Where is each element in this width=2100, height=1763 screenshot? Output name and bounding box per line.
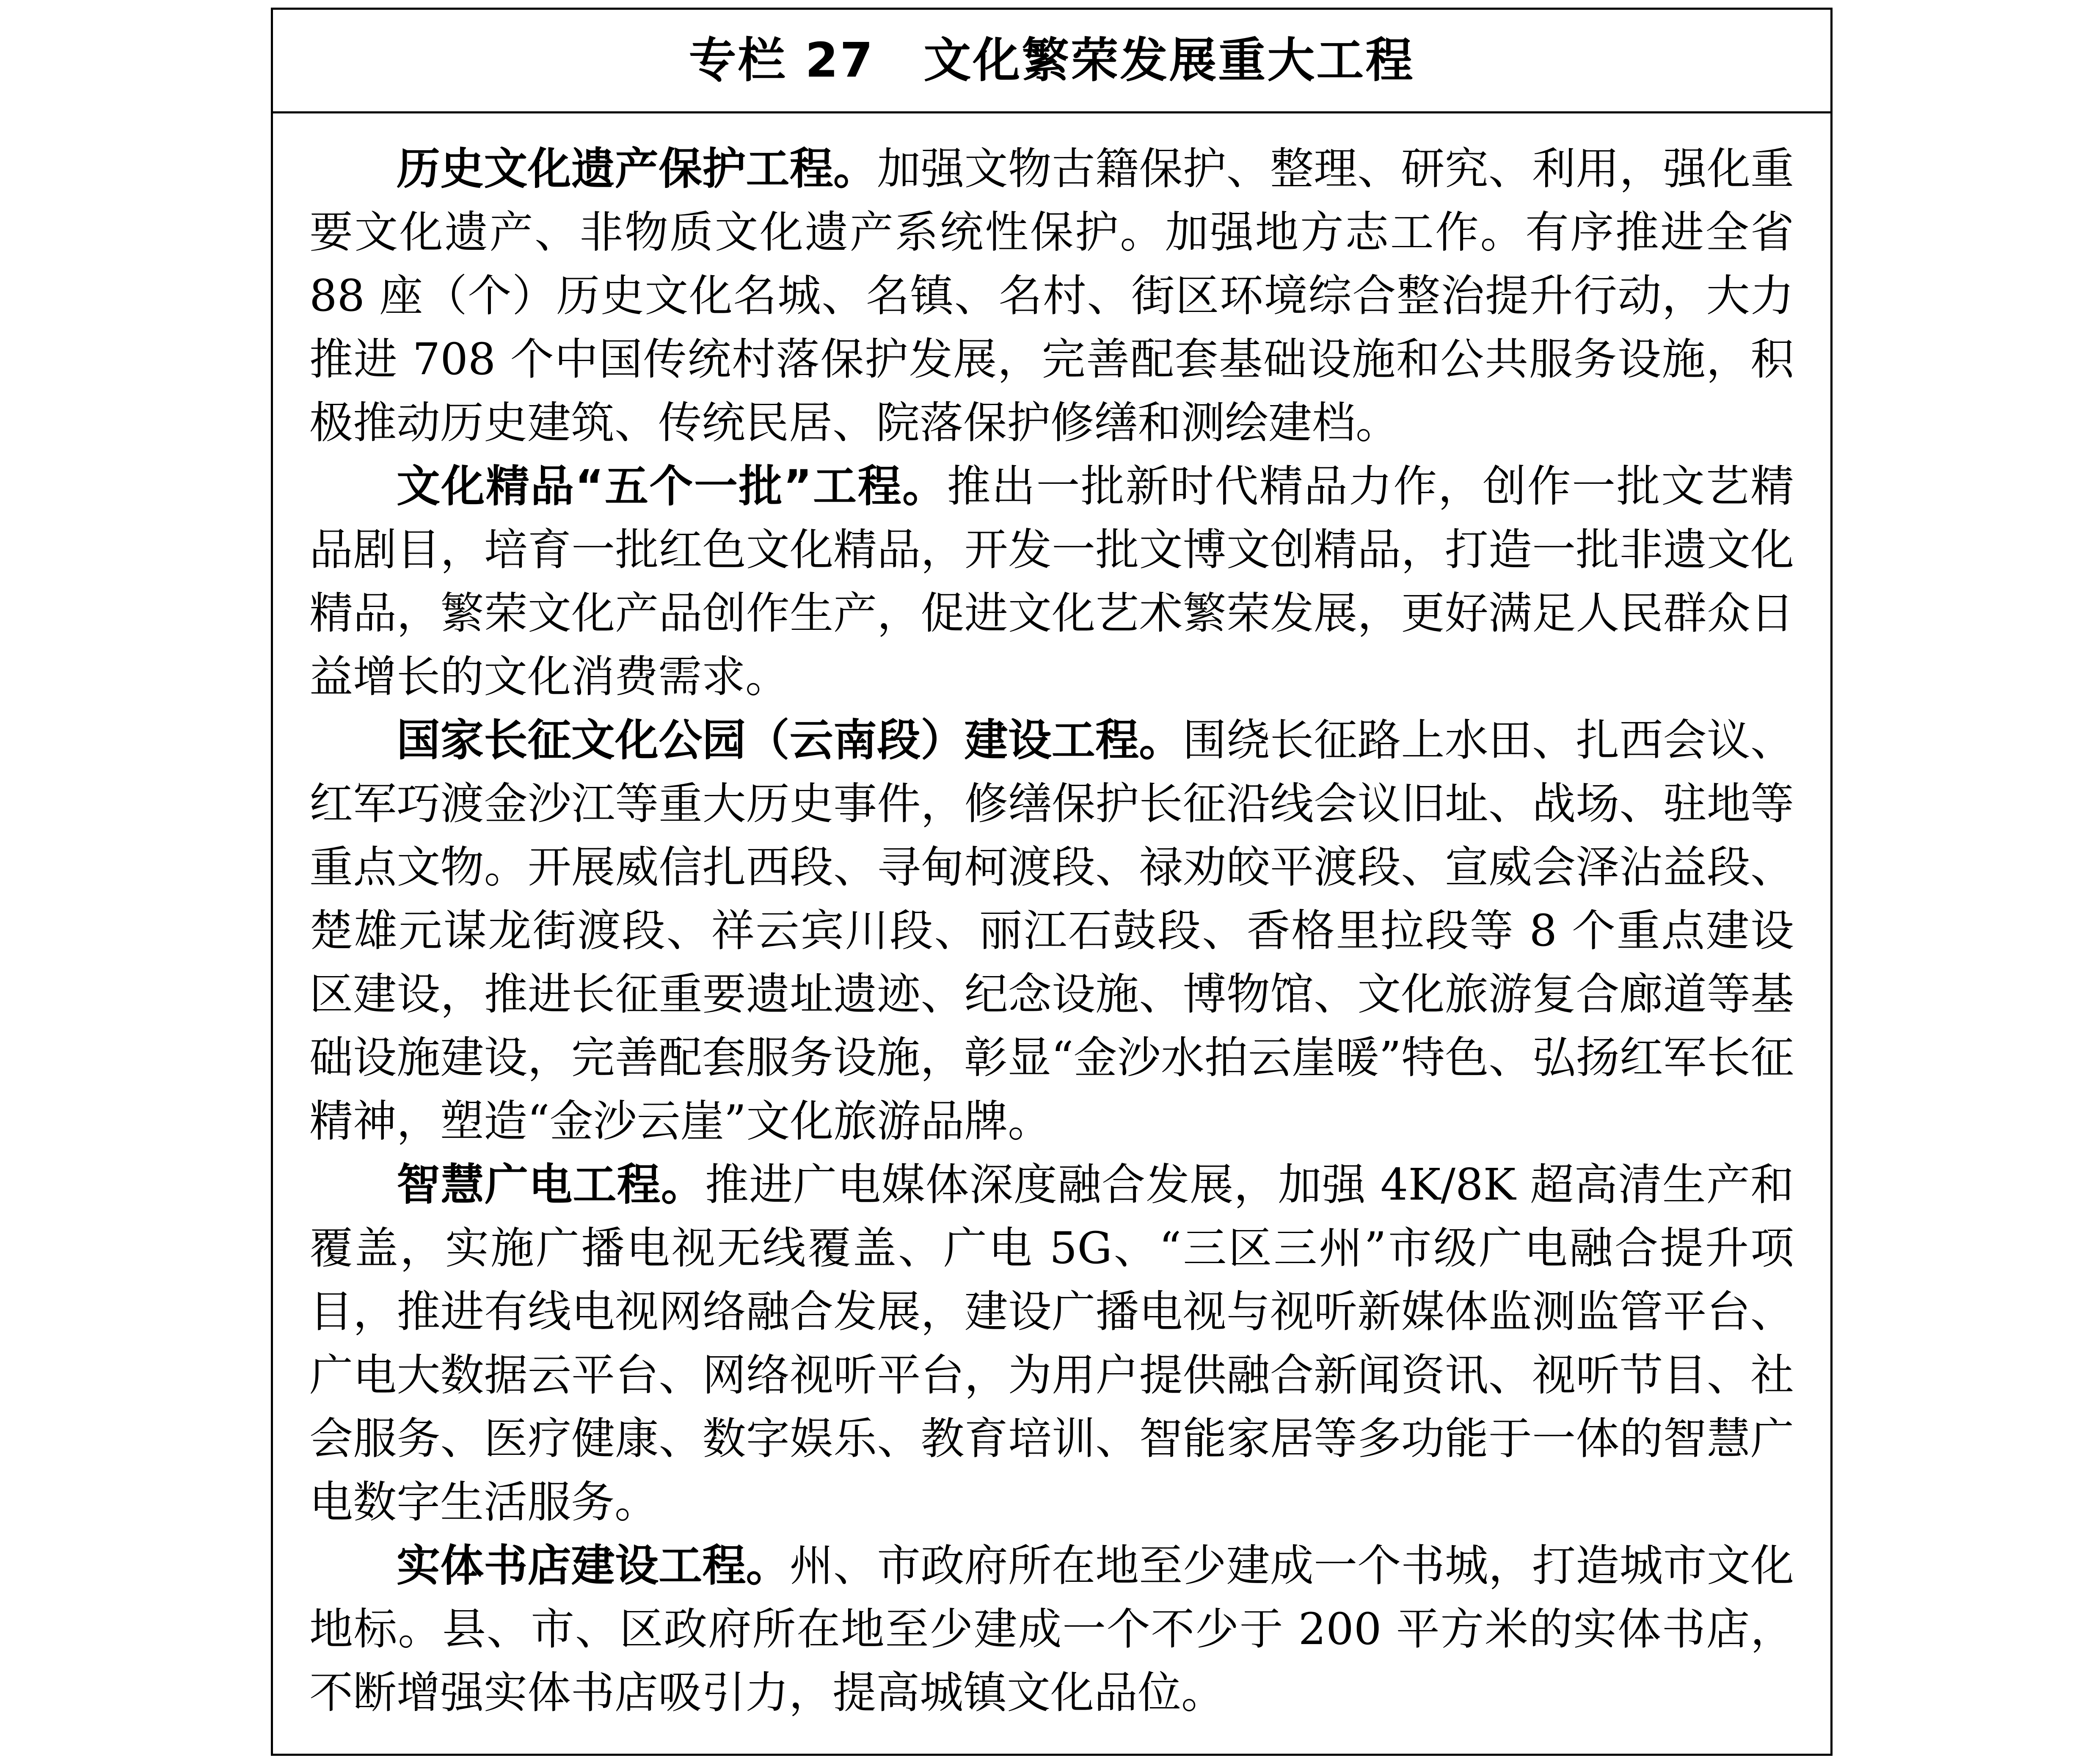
paragraph-text-physical-bookstores: 州、市政府所在地至少建成一个书城，打造城市文化地标。县、市、区政府所在地至少建成一个不少于 200 平方米的实体书店，不断增强实体书店吸引力，提高城镇文化品位。 bbox=[309, 1540, 1794, 1718]
paragraph-text-heritage-protection: 加强文物古籍保护、整理、研究、利用，强化重要文化遗产、非物质文化遗产系统性保护。加强地方志工作。有序推进全省 88 座（个）历史文化名城、名镇、名村、街区环境综合整治提升行动，大力推进 708 个中国传统村落保护发展，完善配套基础设施和公共服务设施，积极推动历史建筑、传统民居、院落保护修缮和测绘建档。 bbox=[309, 143, 1794, 448]
paragraph-text-cultural-masterpieces: 推出一批新时代精品力作，创作一批文艺精品剧目，培育一批红色文化精品，开发一批文博文创精品，打造一批非遗文化精品，繁荣文化产品创作生产，促进文化艺术繁荣发展，更好满足人民群众日益增长的文化消费需求。 bbox=[309, 461, 1794, 702]
paragraph-long-march-park bbox=[309, 709, 1794, 1153]
paragraph-cultural-masterpieces bbox=[309, 455, 1794, 709]
feature-box-header bbox=[273, 10, 1830, 113]
paragraph-smart-broadcasting bbox=[309, 1153, 1794, 1534]
paragraph-lead-cultural-masterpieces: 文化精品“五个一批”工程。 bbox=[397, 461, 947, 512]
paragraph-text-smart-broadcasting: 推进广电媒体深度融合发展，加强 4K/8K 超高清生产和覆盖，实施广播电视无线覆盖、广电 5G、“三区三州”市级广电融合提升项目，推进有线电视网络融合发展，建设广播电视与视听新媒体监测监管平台、广电大数据云平台、网络视听平台，为用户提供融合新闻资讯、视听节目、社会服务、医疗健康、数字娱乐、教育培训、智能家居等多功能于一体的智慧广电数字生活服务。 bbox=[309, 1159, 1794, 1528]
paragraph-lead-physical-bookstores: 实体书店建设工程。 bbox=[397, 1540, 790, 1591]
paragraph-physical-bookstores bbox=[309, 1534, 1794, 1724]
paragraph-lead-long-march-park: 国家长征文化公园（云南段）建设工程。 bbox=[397, 715, 1183, 766]
feature-box bbox=[271, 8, 1833, 1756]
feature-box-body bbox=[273, 113, 1830, 1733]
paragraph-text-long-march-park: 围绕长征路上水田、扎西会议、红军巧渡金沙江等重大历史事件，修缮保护长征沿线会议旧址、战场、驻地等重点文物。开展威信扎西段、寻甸柯渡段、禄劝皎平渡段、宣威会泽沾益段、楚雄元谋龙街渡段、祥云宾川段、丽江石鼓段、香格里拉段等 8 个重点建设区建设，推进长征重要遗址遗迹、纪念设施、博物馆、文化旅游复合廊道等基础设施建设，完善配套服务设施，彰显“金沙水拍云崖暖”特色、弘扬红军长征精神，塑造“金沙云崖”文化旅游品牌。 bbox=[309, 715, 1794, 1147]
paragraph-heritage-protection bbox=[309, 137, 1794, 455]
feature-box-title: 专栏 27 文化繁荣发展重大工程 bbox=[689, 33, 1415, 88]
paragraph-lead-smart-broadcasting: 智慧广电工程。 bbox=[397, 1159, 705, 1210]
paragraph-lead-heritage-protection: 历史文化遗产保护工程。 bbox=[397, 143, 877, 194]
